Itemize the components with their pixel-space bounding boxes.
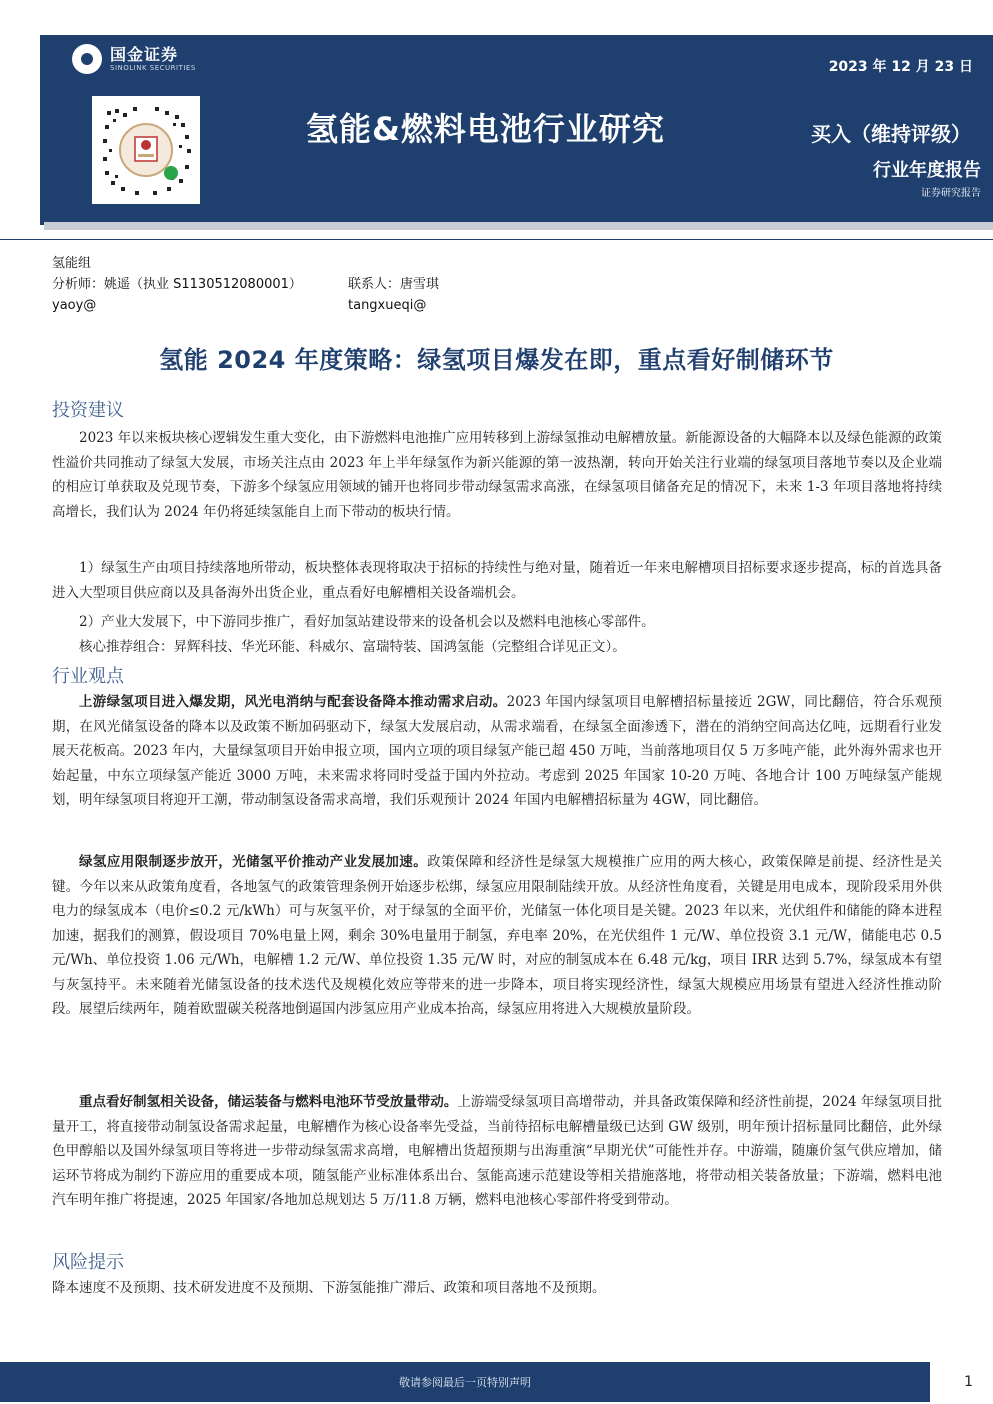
view-paragraph-2-body: 政策保障和经济性是绿氢大规模推广应用的两大核心，政策保障是前提、经济性是关键。今年以来从政策角度看，各地氢气的政策管理条例开始逐步松绑，绿氢应用限制陆续开放。从经济性角度看，关键是用电成本，现阶段采用外供电力的绿氢成本（电价≤0.2 元/kWh）可与灰氢平价，对于绿氢的全面平价，光储氢一体化项目是关键。2023 年以来，光伏组件和储能的降本进程加速，据我们的测算，假设项目 70%电量上网，剩余 30%电量用于制氢，弃电率 20%，在光伏组件 1 元/W、单位投资 3.1 元/W，储能电芯 0.5 元/Wh、单位投资 1.06 元/Wh，电解槽 1.2 元/W、单位投资 1.35 元/W 时，对应的制氢成本在 6.48 元/kg，项目 IRR 达到 5.7%，绿氢成本有望与灰氢持平。未来随着光储氢设备的技术迭代及规模化效应等带来的进一步降本，项目将实现经济性，绿氢大规模应用场景有望进入经济性推动阶段。展望后续两年，随着欧盟碳关税落地倒逼国内涉氢应用产业成本抬高，绿氢应用将进入大规模放量阶段。 [52, 854, 942, 1017]
view-paragraph-3 [52, 1090, 942, 1213]
view-paragraph-1 [52, 690, 942, 813]
invest-point-1: 1）绿氢生产由项目持续落地所带动，板块整体表现将取决于招标的持续性与绝对量，随着近一年来电解槽项目招标要求逐步提高，标的首选具备进入大型项目供应商以及具备海外出货企业，重点看好电解槽相关设备端机会。 [52, 560, 942, 601]
view-paragraph-1-lead: 上游绿氢项目进入爆发期，风光电消纳与配套设备降本推动需求启动。 [79, 694, 507, 710]
view-paragraph-3-body: 上游端受绿氢项目高增带动，并具备政策保障和经济性前提，2024 年绿氢项目批量开工，将直接带动制氢设备需求起量，电解槽作为核心设备率先受益，当前待招标电解槽量级已达到 GW 级别，明年预计招标量同比翻倍，此外绿色甲醇船以及国外绿氢项目等将进一步带动绿氢需求高增，电解槽出货超预期与出海重演“早期光伏”可能性并存。中游端，随廉价氢气供应增加，储运环节将成为制约下游应用的重要成本项，随氢能产业标准体系出台、氢能高速示范建设等相关措施落地，将带动相关装备放量；下游端，燃料电池汽车明年推广将提速，2025 年国家/各地加总规划达 5 万/11.8 万辆，燃料电池核心零部件将受到带动。 [52, 1094, 942, 1208]
headline: 氢能 2024 年度策略：绿氢项目爆发在即，重点看好制储环节 [159, 346, 834, 374]
section-heading-risk: 风险提示 [52, 1252, 124, 1273]
research-group: 氢能组 [52, 256, 92, 271]
qr-code-icon [95, 99, 197, 201]
section-heading-view: 行业观点 [52, 666, 124, 687]
view-paragraph-2 [52, 850, 942, 1022]
company-logo [72, 44, 196, 74]
invest-portfolio: 核心推荐组合：昇辉科技、华光环能、科威尔、富瑞特装、国鸿氢能（完整组合详见正文）。 [79, 639, 626, 655]
qr-code[interactable] [92, 96, 200, 204]
banner-shadow [44, 222, 993, 230]
rating: 买入（维持评级） [811, 122, 971, 146]
logo-en: SINOLINK SECURITIES [110, 63, 196, 72]
footer-disclaimer[interactable]: 敬请参阅最后一页特别声明 [399, 1376, 531, 1389]
contact: 联系人：唐雪琪 [348, 277, 440, 292]
analyst-email[interactable]: yaoy@ [52, 298, 97, 313]
invest-point-2: 2）产业大发展下，中下游同步推广，看好加氢站建设带来的设备机会以及燃料电池核心零部件。 [79, 614, 655, 630]
view-paragraph-1-body: 2023 年国内绿氢项目电解槽招标量接近 2GW，同比翻倍，符合乐观预期，在风光储氢设备的降本以及政策不断加码驱动下，绿氢大发展启动，从需求端看，在绿氢全面渗透下，潜在的消纳空间高达亿吨，远期看行业发展天花板高。2023 年内，大量绿氢项目开始申报立项，国内立项的项目绿氢产能已超 450 万吨，当前落地项目仅 5 万多吨产能，此外海外需求也开始起量，中东立项绿氢产能近 3000 万吨，未来需求将同时受益于国内外拉动。考虑到 2025 年国家 10-20 万吨、各地合计 100 万吨绿氢产能规划，明年绿氢项目将迎开工潮，带动制氢设备需求高增，我们乐观预计 2024 年国内电解槽招标量为 4GW，同比翻倍。 [52, 694, 943, 808]
contact-email[interactable]: tangxueqi@ [348, 298, 427, 313]
report-subtitle: 证券研究报告 [921, 188, 981, 199]
report-title: 氢能&燃料电池行业研究 [306, 110, 665, 148]
page-number: 1 [964, 1374, 973, 1390]
logo-icon [72, 44, 102, 74]
report-type: 行业年度报告 [873, 160, 981, 181]
invest-paragraph: 2023 年以来板块核心逻辑发生重大变化，由下游燃料电池推广应用转移到上游绿氢推动电解槽放量。新能源设备的大幅降本以及绿色能源的政策性溢价共同推动了绿氢大发展，市场关注点由 2023 年上半年绿氢作为新兴能源的第一波热潮，转向开始关注行业端的绿氢项目落地节奏以及企业端的相应订单获取及兑现节奏，下游多个绿氢应用领域的铺开也将同步带动绿氢需求高涨，在绿氢项目储备充足的情况下，未来 1-3 年项目落地将持续高增长，我们认为 2024 年仍将延续氢能自上而下带动的板块行情。 [52, 430, 942, 520]
report-date: 2023 年 12 月 23 日 [828, 59, 973, 75]
risk-paragraph: 降本速度不及预期、技术研发进度不及预期、下游氢能推广滞后、政策和项目落地不及预期。 [52, 1280, 606, 1296]
view-paragraph-2-lead: 绿氢应用限制逐步放开，光储氢平价推动产业发展加速。 [79, 854, 428, 870]
header-divider [0, 239, 993, 240]
section-heading-invest: 投资建议 [52, 400, 124, 421]
view-paragraph-3-lead: 重点看好制氢相关设备，储运装备与燃料电池环节受放量带动。 [79, 1094, 458, 1110]
analyst: 分析师：姚遥（执业 S1130512080001） [52, 277, 302, 292]
logo-cn: 国金证券 [110, 44, 179, 64]
